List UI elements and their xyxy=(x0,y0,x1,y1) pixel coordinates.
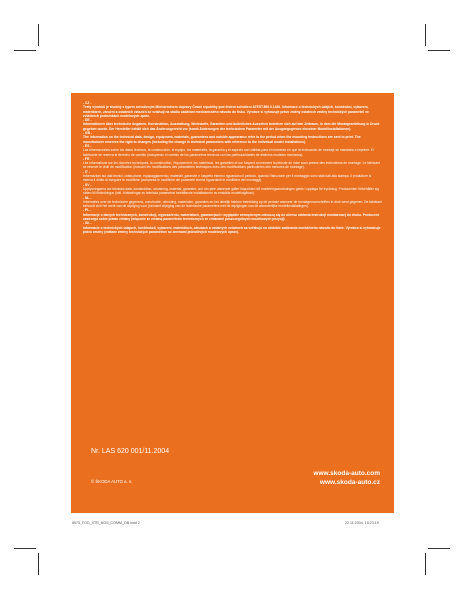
copyright: © ŠKODA AUTO a. s. xyxy=(91,479,133,484)
language-body: Informaties over de technische gegevens, constructie, uitrusting, materialen, garanties en het uiterlijk hebben betrekking op de periode wanneer de montagevoorschriften in druk werd gegeven. De fabrikant behoudt zich het recht van de wijziging voor (inclusief wijziging van de technische parameters met de wijzigingen van de afzonderlijke modelinstallatingen). xyxy=(83,199,382,209)
website-link-com[interactable]: www.skoda-auto.com xyxy=(313,470,380,477)
language-section xyxy=(83,183,382,196)
language-section xyxy=(83,101,382,118)
language-heading: - SK - xyxy=(83,221,92,226)
crop-mark xyxy=(428,50,450,51)
language-heading: - FR - xyxy=(83,156,92,161)
website-links xyxy=(313,469,380,487)
language-body: Informacje o danych technicznych, konstrukcji, wyposażeniu, materiałach, gwarancjach i wyglądzie zewnętrznym odnoszą się do okresu oddania instrukcji montażowej do druku. Producent zastrzega sobie prawo zmiany (włącznie ze zmianą parametrów technicznych ze zmianami poszczególnych modelowych pozycji). xyxy=(83,212,380,222)
order-number: Nr. LAS 620 001/11.2004 xyxy=(91,448,170,455)
language-body: Upplysningarna om tekniska data, konstruktion, utrustning, material, garantier, och om yttre utseende gäller tidpunkten då monteringsanvisningen gavts i upplaga för tryckning. Producenten förbehåller sig rätten till förändringar (inkl. förändringar av tekniska parametrar beträffande installationen av enskilda modellutgåvan). xyxy=(83,186,379,196)
language-sections xyxy=(83,101,382,234)
language-body: Texty výrobků je shodný s typem schváleným Ministerstvem dopravy České republiky pod číslem schválení ATEST.850.0.1426. Informace o technických údajích, konstrukci, vybavení, materiálech, záruční a ostatních vztazích se vztahují na stádiu zadávání mechanického návodu do tisku. Výrobce si vyhrazuje právo změny ostatních změny technických parametrů ve zvláštních podmínkách modelových zpráv. xyxy=(83,105,369,118)
language-body: Informationen über technische Angaben, Konstruktion, Ausstattung, Werkstoffe, Garantien und äußerliches Aussehen beziehen sich auf den Zeitraum, in dem die Montageanleitung in Druck gegeben wurde. Der Hersteller behält sich das Änderungsrecht vor (somit Änderungen der technischen Parameter mit der Ausgangsgrenze einzelner Modellinstallationen). xyxy=(83,122,380,131)
language-body: Informazioni sui dati tecnici, costruzione, equipaggiamento, materiali, garanzie e l'aspetto esterno riguardano il periodo, quando l'istruzione per il montaggio sono stati dati alla stampa. Il produttore si riserva il diritto di eseguire le modifiche (compresa le modifiche dei parametri tecnici riguardanti le modifiche dei montaggi). xyxy=(83,174,372,183)
language-section xyxy=(83,170,382,183)
language-body: Les informations sur les données techniques, la construction, l'équipement, les matériaux, les garanties et sur l'aspect concernent la période de mise sous presse des instructions de montage. Le fabricant se réserve le droit de modification (incluant les modifications des paramètres techniques avec des modifications particulières des mesures de montage). xyxy=(83,161,380,170)
print-slug-file: 6975_FOD_STR_NOS_COMM_OB.indd 2 xyxy=(72,521,140,525)
language-section xyxy=(83,157,382,170)
language-heading: - SV - xyxy=(83,182,92,187)
language-section xyxy=(83,221,382,234)
language-section xyxy=(83,131,382,144)
crop-mark xyxy=(14,548,36,549)
language-section xyxy=(83,208,382,221)
language-body: Las informaciones sobre los datos técnicos, la construcción, el equipo, los materiales, la garantía y el aspecto son válidas para el momento en que la instrucción de montaje se mandaba a imprimir. El fabricante se reserva el derecho de cambio (incluyendo el cambio de los parámetros técnicos con las particularidades de distintos modelos montados). xyxy=(83,148,374,157)
website-link-cz[interactable]: www.skoda-auto.cz xyxy=(319,479,380,486)
crop-mark xyxy=(14,50,36,51)
language-heading: - ES - xyxy=(83,143,92,148)
crop-mark xyxy=(425,24,426,46)
print-slug-timestamp: 22.11.2004, 15:23:19 xyxy=(345,521,379,525)
crop-mark xyxy=(425,553,426,575)
language-body: The information on the technical data, design, equipment, materials, guarantees and outside appearance refer to the period when the mounting instructions are sent to print. The manufacturer reserves the right to changes (including the change in technical parameters with reference to the individual model installations). xyxy=(83,135,361,144)
language-heading: - CZ - xyxy=(83,101,92,105)
language-heading: - PL - xyxy=(83,208,92,213)
crop-mark xyxy=(38,24,39,46)
language-heading: - GB - xyxy=(83,131,92,136)
language-section xyxy=(83,144,382,157)
language-heading: - IT - xyxy=(83,169,90,174)
orange-info-panel xyxy=(71,93,394,513)
language-heading: - NL - xyxy=(83,195,92,200)
language-section xyxy=(83,196,382,209)
language-heading: - DE - xyxy=(83,118,92,123)
language-section xyxy=(83,118,382,131)
language-body: Informácie o technických údajoch, konštrukcii, vybavení, materiáloch, zárukách a ostatných vzťahoch sa vzťahujú na obdobie zadávania montážneho návodu do tlače. Výrobca si vyhradzuje právo zmeny (vrátane zmeny technických parametrov so zmenami jednotlivých modelových úprav). xyxy=(83,225,381,234)
crop-mark xyxy=(428,548,450,549)
crop-mark xyxy=(38,553,39,575)
